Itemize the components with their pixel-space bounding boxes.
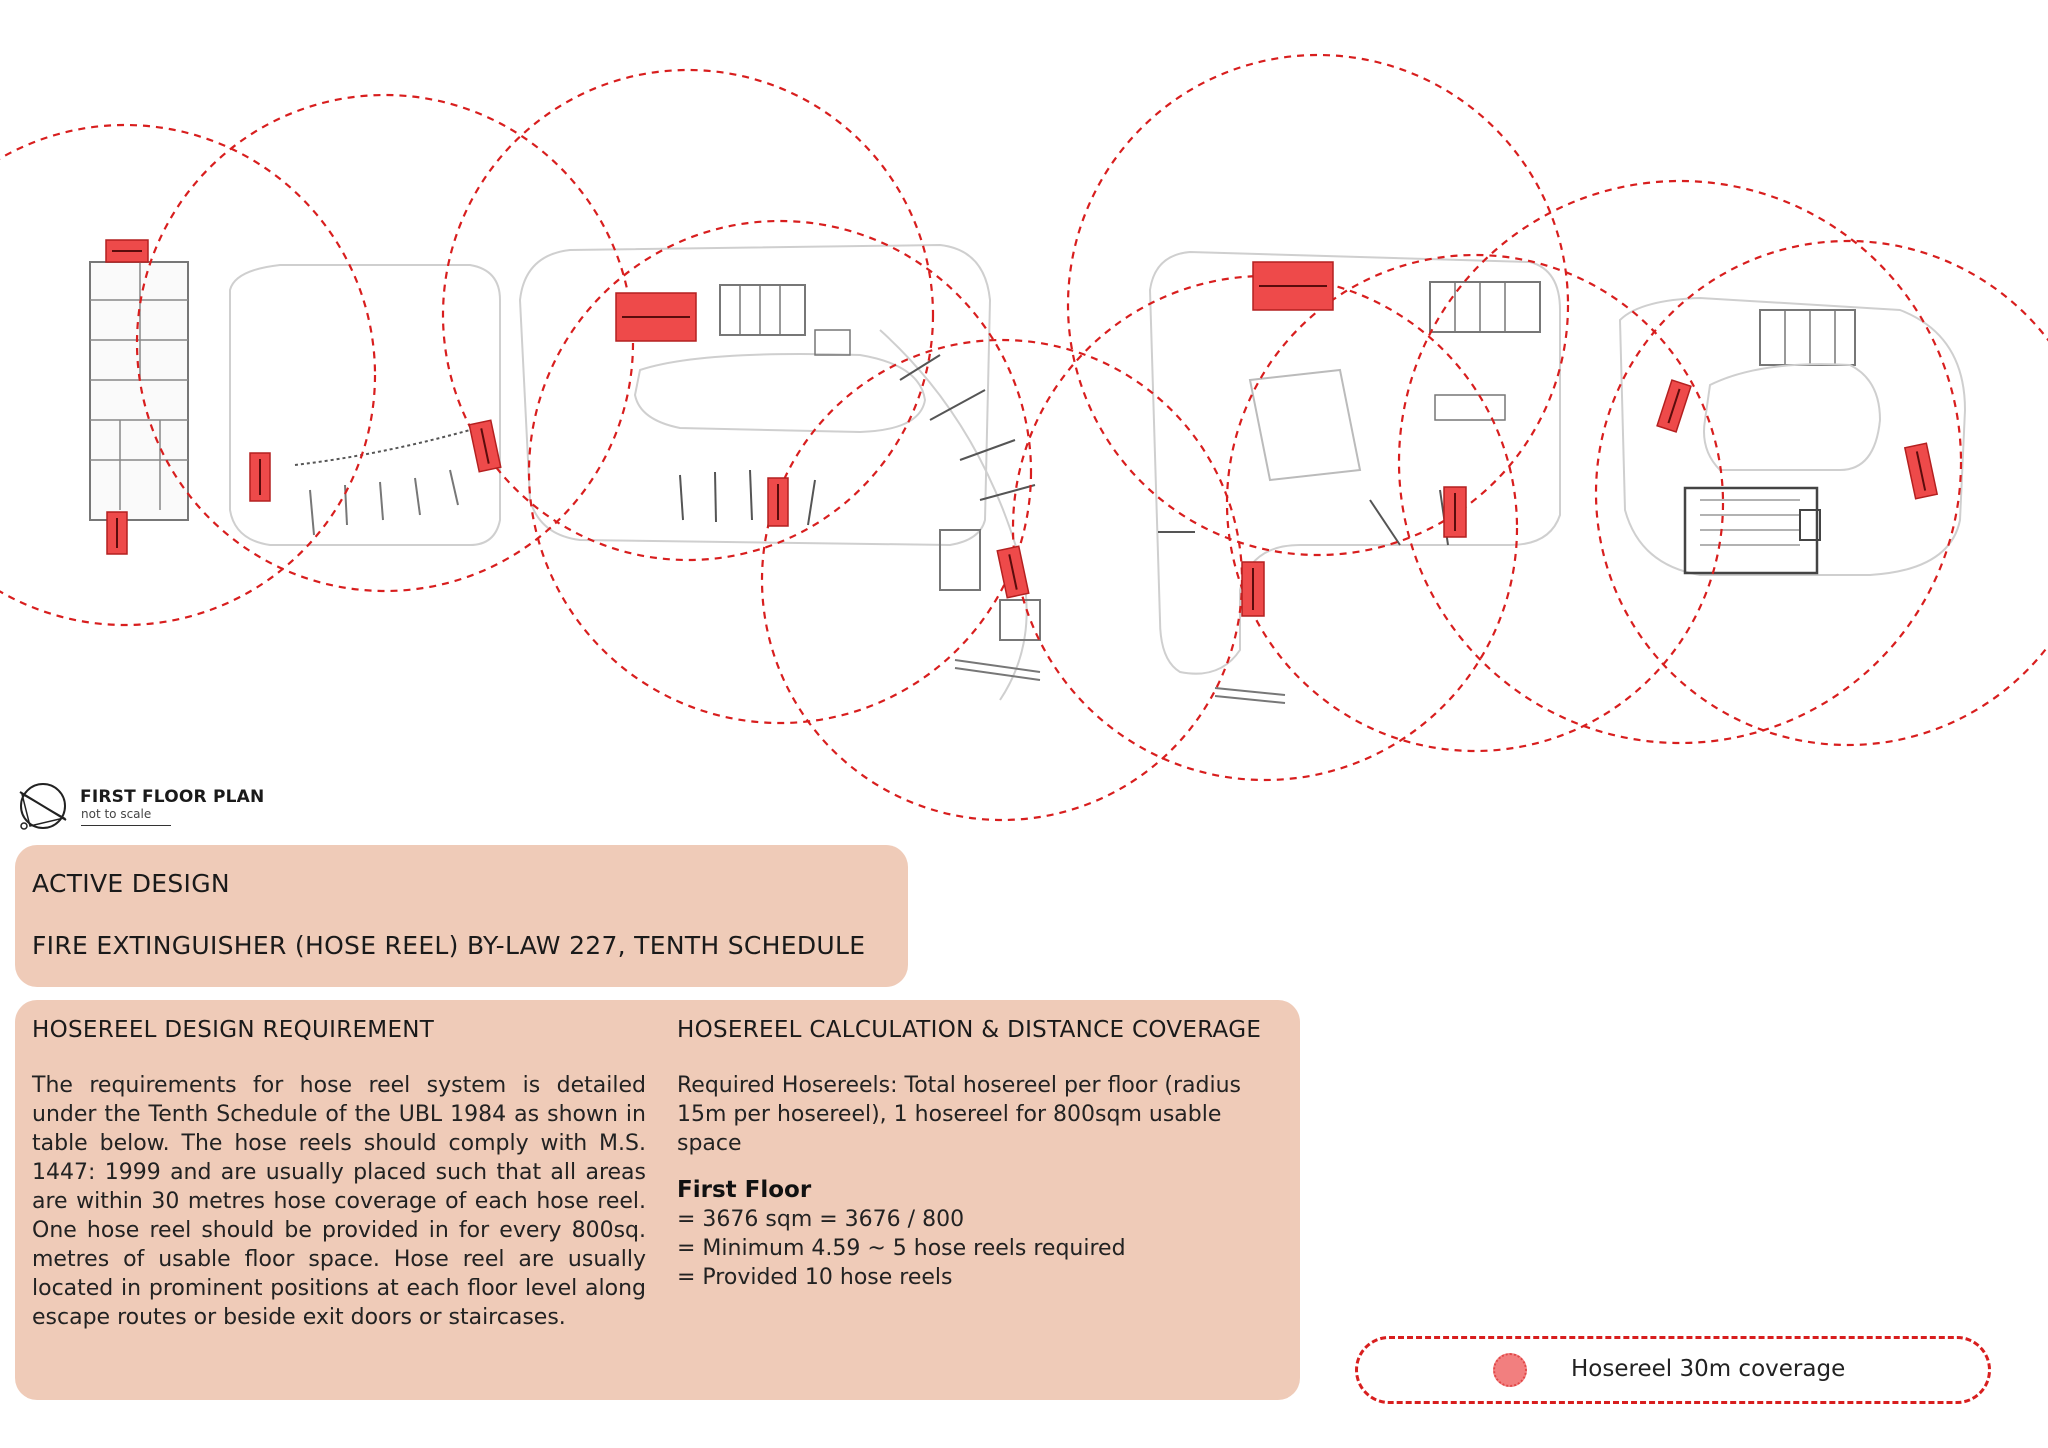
hosereel-marker (106, 240, 148, 262)
calculation-column (677, 1016, 1277, 1292)
hosereel-marker (250, 453, 270, 501)
requirement-body: The requirements for hose reel system is detailed under the Tenth Schedule of the UBL 1984 as shown in table below. The hose reels should comply with M.S. 1447: 1999 and are usually placed such that all areas are within 30 metres hose coverage of each hose reel. One hose reel should be provided in for every 800sq. metres of usable floor space. Hose reel are usually located in prominent positions at each floor level along escape routes or beside exit doors or staircases. (32, 1073, 646, 1330)
calculation-heading: HOSEREEL CALCULATION & DISTANCE COVERAGE (677, 1017, 1262, 1043)
calculation-line: = Provided 10 hose reels (677, 1265, 953, 1290)
hosereel-swatch-icon (1493, 1353, 1527, 1387)
hosereel-marker (1444, 487, 1466, 537)
plan-scale-note: not to scale (81, 807, 152, 821)
hosereel-marker (768, 478, 788, 526)
calculation-intro: Required Hosereels: Total hosereel per floor (radius 15m per hosereel), 1 hosereel for 800sqm usable space (677, 1073, 1241, 1156)
coverage-circles (0, 55, 2048, 820)
building-outlines (90, 245, 1965, 703)
requirement-column (32, 1016, 646, 1332)
hosereel-marker (616, 293, 696, 341)
section-title: ACTIVE DESIGN (32, 869, 230, 898)
coverage-circle (1399, 181, 1961, 743)
section-subtitle: FIRE EXTINGUISHER (HOSE REEL) BY-LAW 227, TENTH SCHEDULE (32, 931, 866, 960)
coverage-circle (1596, 241, 2048, 745)
calculation-line: = 3676 sqm = 3676 / 800 (677, 1207, 965, 1232)
hosereel-marker (1657, 380, 1691, 432)
coverage-circle (762, 340, 1242, 820)
hosereel-marker (1905, 443, 1937, 498)
hosereel-markers (106, 240, 1937, 616)
legend-label: Hosereel 30m coverage (1571, 1356, 1846, 1382)
active-design-panel (15, 845, 908, 987)
hosereel-marker (1253, 262, 1333, 310)
calculation-line: = Minimum 4.59 ~ 5 hose reels required (677, 1236, 1126, 1261)
legend (1355, 1336, 1991, 1404)
requirement-heading: HOSEREEL DESIGN REQUIREMENT (32, 1017, 435, 1043)
hosereel-marker (1242, 562, 1264, 616)
hosereel-marker (469, 420, 500, 472)
scale-bar (81, 825, 171, 829)
coverage-circle (1013, 276, 1517, 780)
coverage-circle (1227, 255, 1723, 751)
coverage-circle (137, 95, 633, 591)
plan-title: FIRST FLOOR PLAN (80, 787, 265, 807)
north-arrow-icon (16, 782, 76, 834)
hosereel-details-panel (15, 1000, 1300, 1400)
calculation-floor-label: First Floor (677, 1177, 812, 1203)
hosereel-marker (107, 512, 127, 554)
